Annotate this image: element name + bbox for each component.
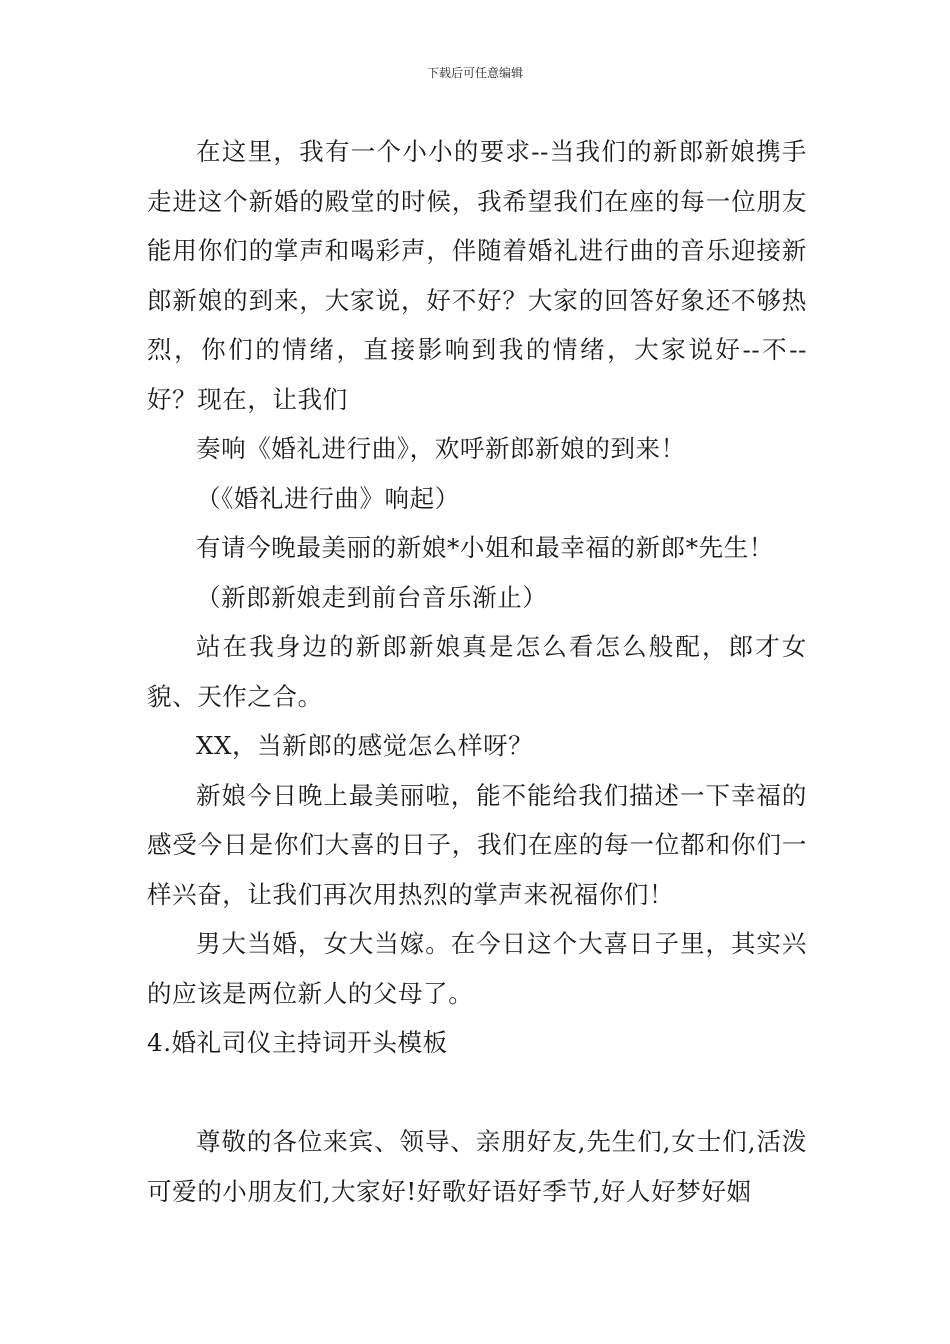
paragraph-6: 站在我身边的新郎新娘真是怎么看怎么般配，郎才女貌、天作之合。 (147, 632, 807, 711)
paragraph-7: XX，当新郎的感觉怎么样呀？ (196, 731, 534, 760)
section-heading: 4.婚礼司仪主持词开头模板 (147, 1028, 448, 1057)
page-header: 下载后可任意编辑 (426, 66, 523, 80)
paragraph-3: （《婚礼进行曲》响起） (196, 483, 460, 513)
paragraph-5: （新郎新娘走到前台音乐渐止） (196, 582, 548, 612)
section-gap (147, 1068, 807, 1118)
paragraph-2: 奏响《婚礼进行曲》，欢呼新郎新娘的到来！ (196, 434, 686, 463)
paragraph-9: 男大当婚，女大当嫁。在今日这个大喜日子里，其实兴的应该是两位新人的父母了。 (147, 929, 807, 1008)
paragraph-1: 在这里，我有一个小小的要求--当我们的新郎新娘携手走进这个新婚的殿堂的时候，我希望我们在座的每一位朋友能用你们的掌声和喝彩声，伴随着婚礼进行曲的音乐迎接新郎新娘的到来，大家说，好不好？大家的回答好象还不够热烈，你们的情绪，直接影响到我的情绪，大家说好--不--好？现在，让我们 (147, 137, 807, 414)
paragraph-8: 新娘今日晚上最美丽啦，能不能给我们描述一下幸福的感受今日是你们大喜的日子，我们在座的每一位都和你们一样兴奋，让我们再次用热烈的掌声来祝福你们！ (147, 780, 807, 909)
closing-paragraph: 尊敬的各位来宾、领导、亲朋好友,先生们,女士们,活泼可爱的小朋友们,大家好!好歌好语好季节,好人好梦好姻 (147, 1127, 807, 1206)
document-body (147, 127, 807, 1216)
paragraph-4: 有请今晚最美丽的新娘*小姐和最幸福的新郎*先生！ (196, 533, 774, 562)
